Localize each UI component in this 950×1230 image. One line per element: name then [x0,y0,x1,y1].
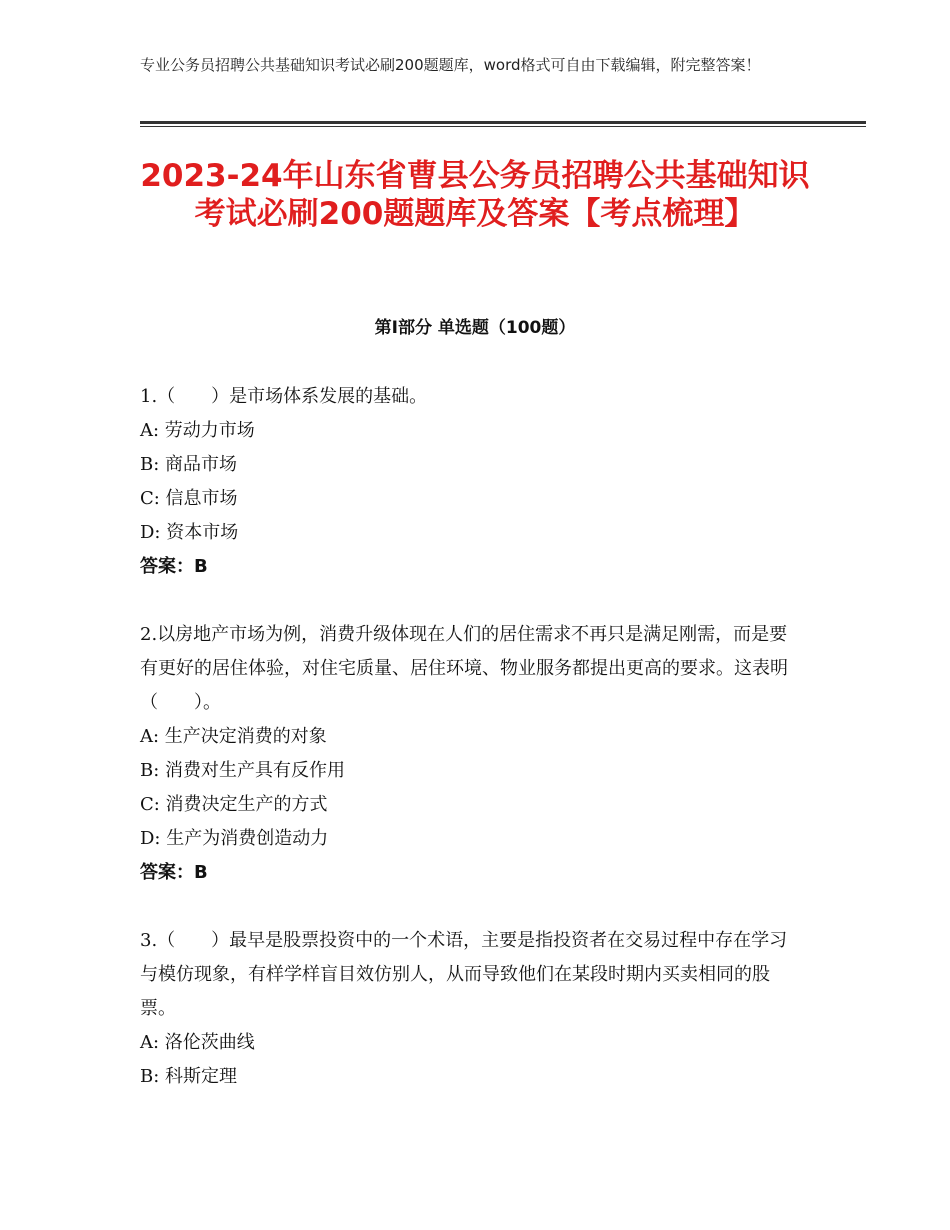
option-b: B: 消费对生产具有反作用 [140,760,346,781]
option-a: A: 生产决定消费的对象 [140,726,327,747]
question-1 [140,380,800,584]
header-note: 专业公务员招聘公共基础知识考试必刷200题题库，word格式可自由下载编辑，附完整答案！ [140,56,761,74]
question-stem: 1.（ ）是市场体系发展的基础。 [140,386,428,407]
question-stem: 3.（ ）最早是股票投资中的一个术语，主要是指投资者在交易过程中存在学习与模仿现象，有样学样盲目效仿别人，从而导致他们在某段时期内买卖相同的股票。 [140,930,788,1019]
option-c: C: 消费决定生产的方式 [140,794,328,815]
document-title: 2023-24年山东省曹县公务员招聘公共基础知识考试必刷200题题库及答案【考点梳理】 [140,158,810,232]
option-d: D: 资本市场 [140,522,239,543]
question-list [140,380,800,1128]
answer: 答案：B [140,556,208,577]
answer: 答案：B [140,862,208,883]
header-rule-thin [140,126,866,127]
question-stem: 2.以房地产市场为例，消费升级体现在人们的居住需求不再只是满足刚需，而是要有更好的居住体验，对住宅质量、居住环境、物业服务都提出更高的要求。这表明（ ）。 [140,624,788,713]
section-title: 第Ⅰ部分 单选题（100题） [374,318,576,338]
option-a: A: 洛伦茨曲线 [140,1032,255,1053]
option-d: D: 生产为消费创造动力 [140,828,329,849]
question-2 [140,618,800,890]
option-b: B: 科斯定理 [140,1066,238,1087]
question-3 [140,924,800,1094]
option-a: A: 劳动力市场 [140,420,255,441]
option-b: B: 商品市场 [140,454,238,475]
header-rule-thick [140,121,866,124]
option-c: C: 信息市场 [140,488,238,509]
